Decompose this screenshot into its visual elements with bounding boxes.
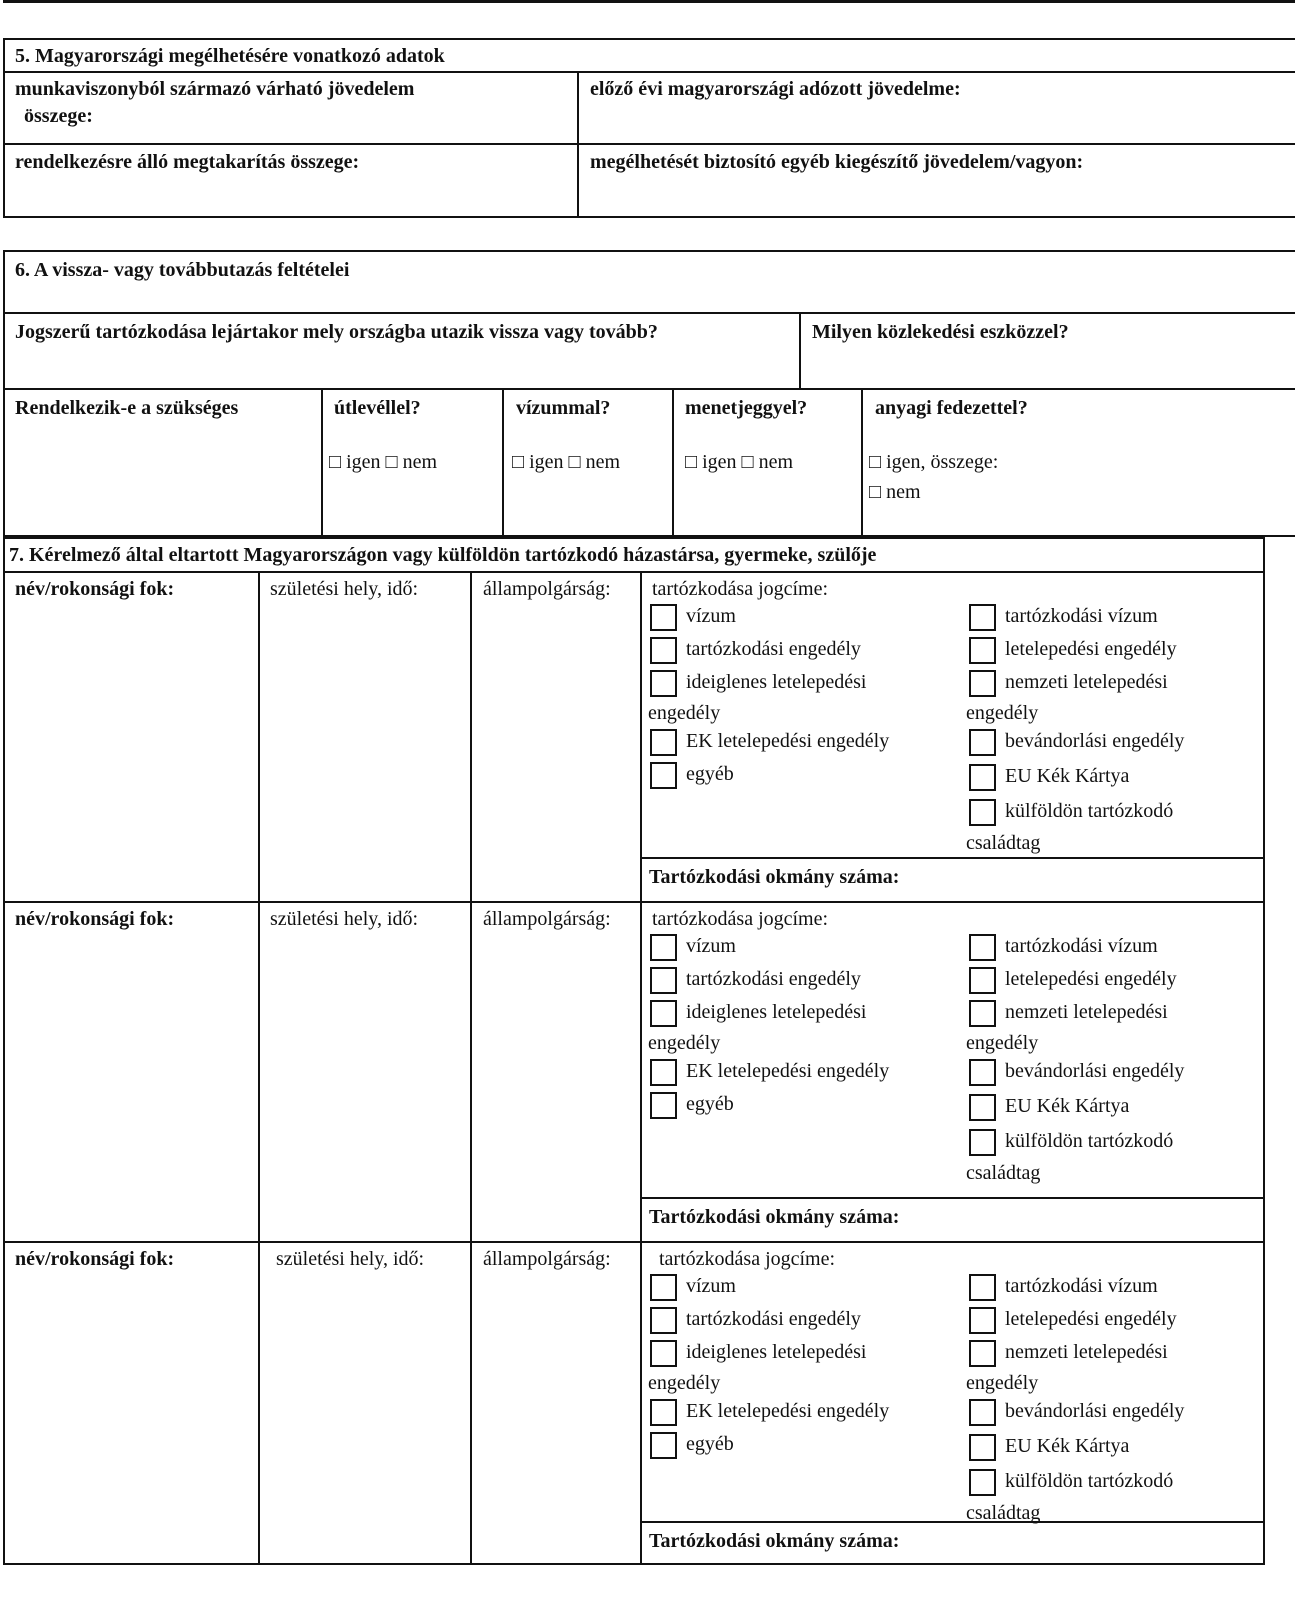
- top-rule: [3, 0, 1295, 3]
- doc-number-label: Tartózkodási okmány száma:: [649, 1530, 900, 1552]
- option-label: engedély: [966, 1372, 1039, 1394]
- doc-number-label: Tartózkodási okmány száma:: [649, 866, 900, 888]
- residence-checkbox[interactable]: [969, 670, 996, 697]
- passport-options[interactable]: □ igen □ nem: [329, 451, 438, 473]
- residence-checkbox[interactable]: [969, 764, 996, 791]
- option-label: EK letelepedési engedély: [686, 1400, 890, 1422]
- funds-label: anyagi fedezettel?: [875, 397, 1028, 419]
- option-label: ideiglenes letelepedési: [686, 1001, 867, 1023]
- option-label: külföldön tartózkodó: [1005, 1470, 1174, 1492]
- residence-checkbox[interactable]: [650, 1000, 677, 1027]
- doc-number-label: Tartózkodási okmány száma:: [649, 1206, 900, 1228]
- residence-checkbox[interactable]: [969, 799, 996, 826]
- option-label: bevándorlási engedély: [1005, 1400, 1185, 1422]
- name-relation-label: név/rokonsági fok:: [15, 578, 175, 600]
- ticket-options[interactable]: □ igen □ nem: [685, 451, 794, 473]
- section-7-col-divider: [640, 1241, 642, 1565]
- residence-checkbox[interactable]: [969, 1434, 996, 1461]
- option-label: külföldön tartózkodó: [1005, 800, 1174, 822]
- visa-label: vízummal?: [516, 397, 611, 419]
- option-label: letelepedési engedély: [1005, 968, 1177, 990]
- income-label-cont: összege:: [24, 105, 93, 127]
- savings-label: rendelkezésre álló megtakarítás összege:: [15, 151, 360, 173]
- residence-checkbox[interactable]: [969, 1399, 996, 1426]
- residence-checkbox[interactable]: [650, 1274, 677, 1301]
- residence-checkbox[interactable]: [969, 729, 996, 756]
- section-7-col-divider: [258, 901, 260, 1241]
- taxed-income-label: előző évi magyarországi adózott jövedelme:: [590, 78, 961, 100]
- citizenship-label: állampolgárság:: [483, 1248, 611, 1270]
- residence-checkbox[interactable]: [650, 1432, 677, 1459]
- residence-checkbox[interactable]: [969, 967, 996, 994]
- residence-checkbox[interactable]: [650, 604, 677, 631]
- doc-number-divider: [640, 857, 1265, 859]
- income-label: munkaviszonyból származó várható jövedelem: [15, 78, 415, 100]
- section-6-title: 6. A vissza- vagy továbbutazás feltételei: [15, 259, 350, 281]
- option-label: engedély: [648, 1372, 721, 1394]
- option-label: tartózkodási vízum: [1005, 935, 1158, 957]
- section-7-title: 7. Kérelmező által eltartott Magyarországon vagy külföldön tartózkodó házastársa, gyermeke, szülője: [9, 544, 877, 566]
- residence-title-label: tartózkodása jogcíme:: [652, 578, 829, 600]
- residence-checkbox[interactable]: [650, 1092, 677, 1119]
- residence-checkbox[interactable]: [650, 1399, 677, 1426]
- has-required-label: Rendelkezik-e a szükséges: [15, 397, 239, 419]
- section-6-col-divider: [861, 388, 863, 537]
- residence-checkbox[interactable]: [650, 762, 677, 789]
- option-label: bevándorlási engedély: [1005, 1060, 1185, 1082]
- residence-checkbox[interactable]: [969, 1274, 996, 1301]
- option-label: családtag: [966, 1162, 1041, 1184]
- residence-checkbox[interactable]: [969, 1059, 996, 1086]
- residence-checkbox[interactable]: [969, 1000, 996, 1027]
- passport-label: útlevéllel?: [334, 397, 421, 419]
- residence-checkbox[interactable]: [650, 1059, 677, 1086]
- residence-checkbox[interactable]: [969, 1129, 996, 1156]
- section-7-col-divider: [640, 571, 642, 901]
- option-label: külföldön tartózkodó: [1005, 1130, 1174, 1152]
- option-label: vízum: [686, 935, 736, 957]
- option-label: engedély: [966, 702, 1039, 724]
- option-label: ideiglenes letelepedési: [686, 671, 867, 693]
- section-7-row-divider: [3, 901, 1265, 903]
- birth-label: születési hely, idő:: [270, 578, 419, 600]
- residence-checkbox[interactable]: [650, 637, 677, 664]
- option-label: tartózkodási engedély: [686, 968, 861, 990]
- residence-checkbox[interactable]: [650, 1307, 677, 1334]
- option-label: családtag: [966, 832, 1041, 854]
- residence-checkbox[interactable]: [969, 1469, 996, 1496]
- section-6-col-divider: [502, 388, 504, 537]
- option-label: nemzeti letelepedési: [1005, 1341, 1168, 1363]
- residence-checkbox[interactable]: [650, 934, 677, 961]
- residence-checkbox[interactable]: [650, 1340, 677, 1367]
- citizenship-label: állampolgárság:: [483, 578, 611, 600]
- section-7-header-divider: [3, 571, 1265, 573]
- section-7-col-divider: [470, 571, 472, 901]
- section-7-col-divider: [470, 901, 472, 1241]
- section-6-col-divider: [799, 312, 801, 388]
- residence-checkbox[interactable]: [969, 637, 996, 664]
- section-7-col-divider: [258, 571, 260, 901]
- section-5-title: 5. Magyarországi megélhetésére vonatkozó adatok: [15, 45, 445, 67]
- option-label: nemzeti letelepedési: [1005, 1001, 1168, 1023]
- residence-checkbox[interactable]: [650, 729, 677, 756]
- option-label: EU Kék Kártya: [1005, 1095, 1130, 1117]
- other-income-label: megélhetését biztosító egyéb kiegészítő jövedelem/vagyon:: [590, 151, 1084, 173]
- name-relation-label: név/rokonsági fok:: [15, 1248, 175, 1270]
- option-label: EK letelepedési engedély: [686, 730, 890, 752]
- option-label: letelepedési engedély: [1005, 1308, 1177, 1330]
- section-5-divider: [3, 143, 1295, 145]
- ticket-label: menetjeggyel?: [685, 397, 808, 419]
- option-label: letelepedési engedély: [1005, 638, 1177, 660]
- option-label: engedély: [966, 1032, 1039, 1054]
- residence-title-label: tartózkodása jogcíme:: [652, 908, 829, 930]
- option-label: bevándorlási engedély: [1005, 730, 1185, 752]
- option-label: vízum: [686, 605, 736, 627]
- option-label: tartózkodási vízum: [1005, 1275, 1158, 1297]
- section-6-divider: [3, 388, 1295, 390]
- birth-label: születési hely, idő:: [270, 908, 419, 930]
- option-label: engedély: [648, 1032, 721, 1054]
- option-label: családtag: [966, 1502, 1041, 1524]
- option-label: egyéb: [686, 1093, 734, 1115]
- residence-checkbox[interactable]: [650, 967, 677, 994]
- option-label: EU Kék Kártya: [1005, 765, 1130, 787]
- birth-label: születési hely, idő:: [276, 1248, 425, 1270]
- transport-question: Milyen közlekedési eszközzel?: [812, 321, 1069, 343]
- option-label: engedély: [648, 702, 721, 724]
- visa-options[interactable]: □ igen □ nem: [512, 451, 621, 473]
- section-7-col-divider: [470, 1241, 472, 1565]
- doc-number-divider: [640, 1197, 1265, 1199]
- section-6-col-divider: [321, 388, 323, 537]
- option-label: ideiglenes letelepedési: [686, 1341, 867, 1363]
- residence-checkbox[interactable]: [969, 934, 996, 961]
- section-7-col-divider: [640, 901, 642, 1241]
- doc-number-divider: [640, 1521, 1265, 1523]
- option-label: egyéb: [686, 763, 734, 785]
- residence-checkbox[interactable]: [969, 1094, 996, 1121]
- funds-option-no[interactable]: □ nem: [869, 481, 921, 503]
- residence-checkbox[interactable]: [969, 1307, 996, 1334]
- citizenship-label: állampolgárság:: [483, 908, 611, 930]
- section-6-divider: [3, 312, 1295, 314]
- option-label: nemzeti letelepedési: [1005, 671, 1168, 693]
- country-question: Jogszerű tartózkodása lejártakor mely országba utazik vissza vagy tovább?: [15, 321, 658, 343]
- option-label: tartózkodási vízum: [1005, 605, 1158, 627]
- section-6-col-divider: [672, 388, 674, 537]
- option-label: egyéb: [686, 1433, 734, 1455]
- option-label: EU Kék Kártya: [1005, 1435, 1130, 1457]
- section-5-col-divider: [577, 71, 579, 218]
- residence-checkbox[interactable]: [969, 604, 996, 631]
- option-label: EK letelepedési engedély: [686, 1060, 890, 1082]
- section-7-col-divider: [258, 1241, 260, 1565]
- section-5-divider: [3, 71, 1295, 73]
- option-label: tartózkodási engedély: [686, 1308, 861, 1330]
- residence-checkbox[interactable]: [969, 1340, 996, 1367]
- name-relation-label: név/rokonsági fok:: [15, 908, 175, 930]
- option-label: tartózkodási engedély: [686, 638, 861, 660]
- funds-option-yes[interactable]: □ igen, összege:: [869, 451, 999, 473]
- option-label: vízum: [686, 1275, 736, 1297]
- residence-title-label: tartózkodása jogcíme:: [659, 1248, 836, 1270]
- residence-checkbox[interactable]: [650, 670, 677, 697]
- section-7-row-divider: [3, 1241, 1265, 1243]
